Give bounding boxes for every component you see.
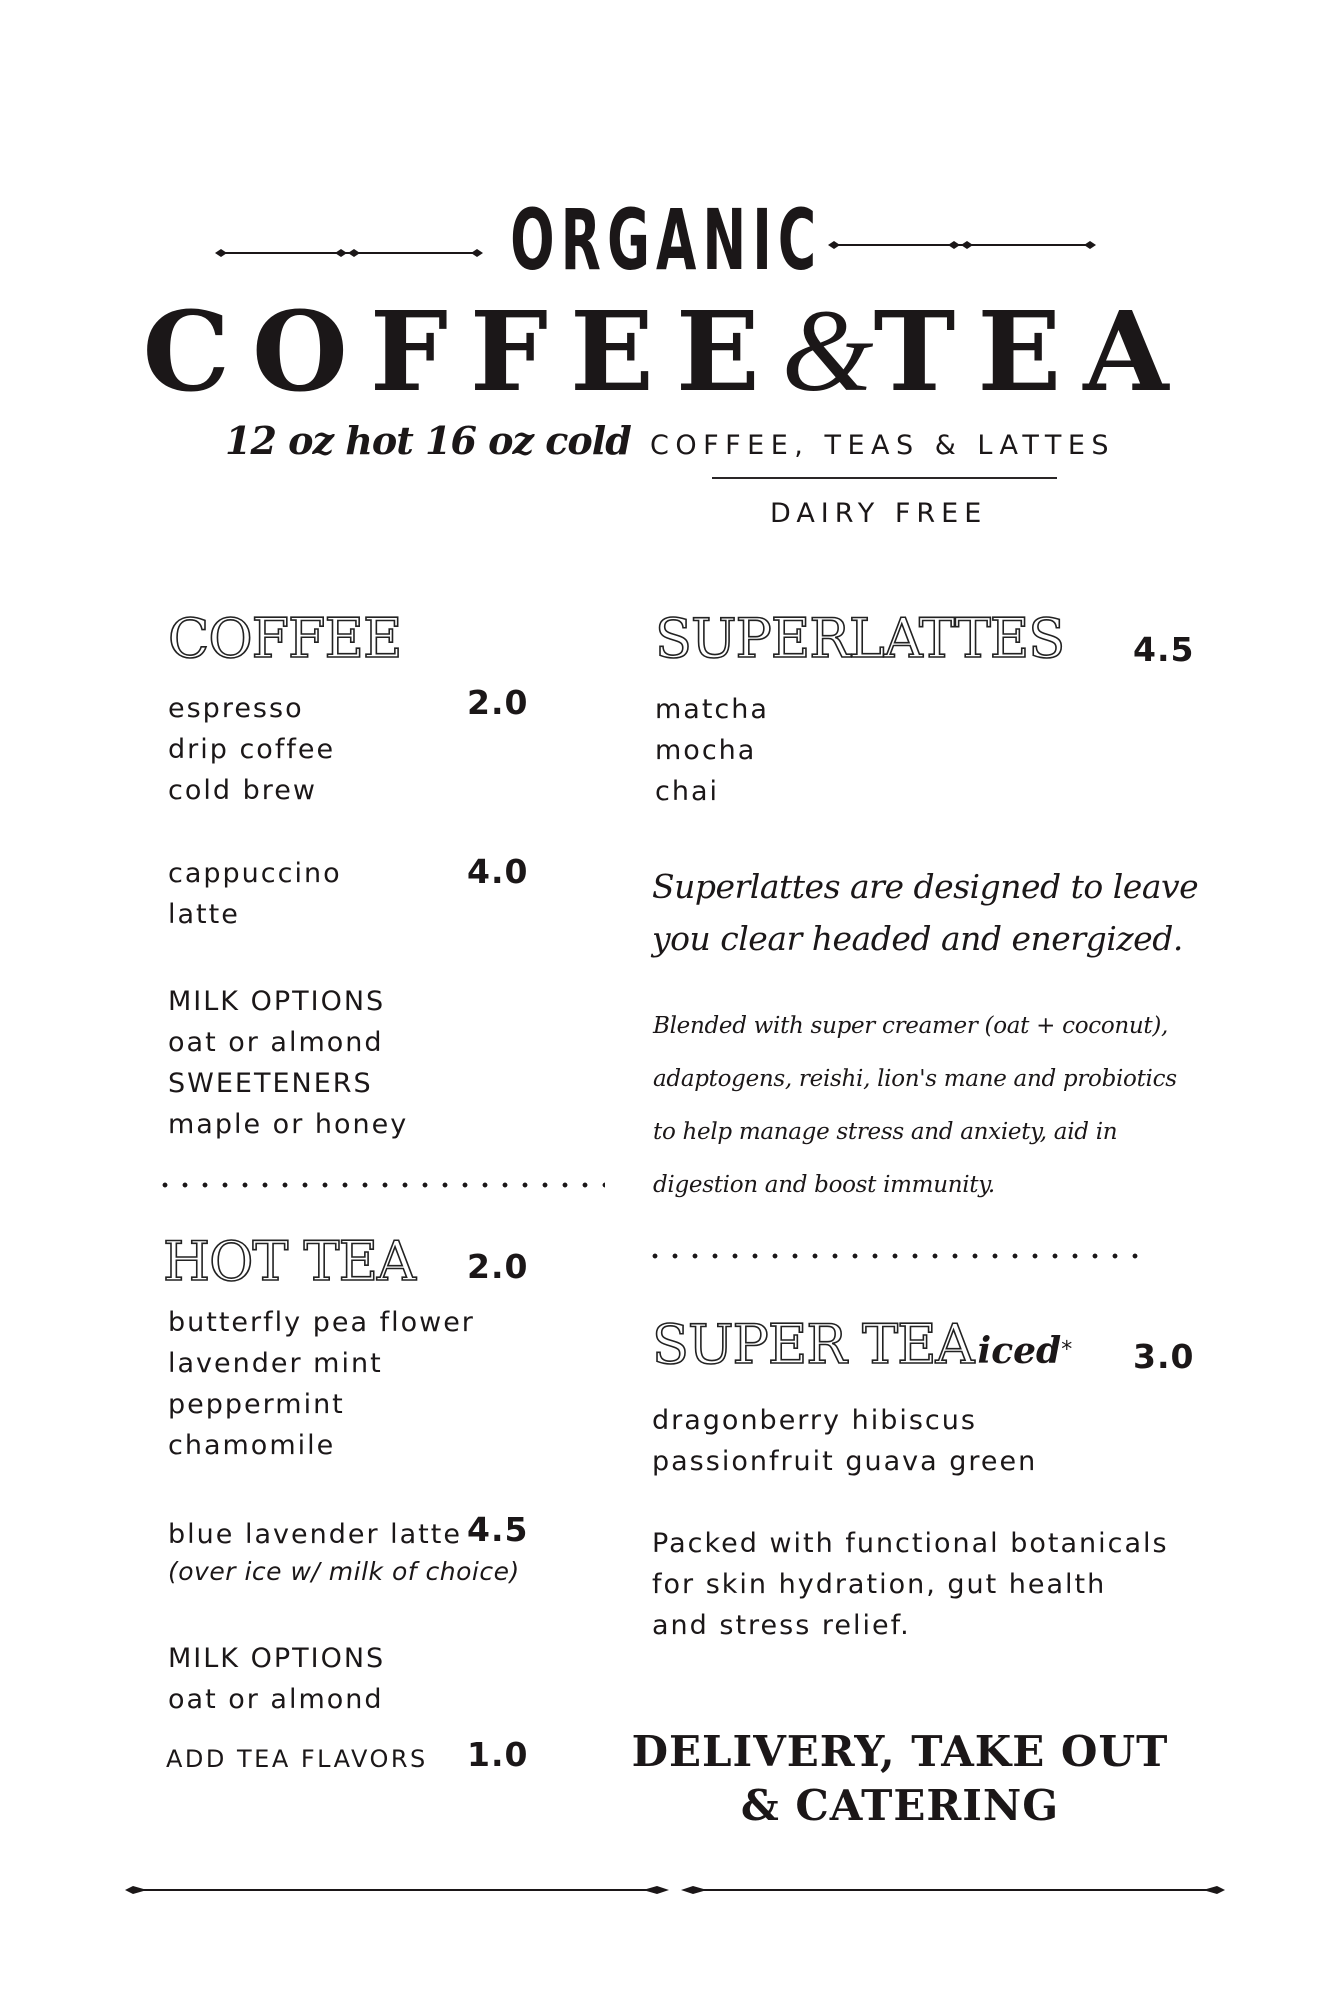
superlattes-description: Blended with super creamer (oat + coconut), adaptogens, reishi, lion's mane and probiotics to help manage stress and anxiety, aid in digestion and boost immunity. xyxy=(653,1013,1177,1198)
blue-lavender-latte-price: 4.5 xyxy=(467,1510,529,1549)
footer-ornament-line xyxy=(125,1882,1225,1898)
menu-item: chai xyxy=(655,776,720,807)
menu-item: espresso xyxy=(168,693,304,724)
options-label: SWEETENERS xyxy=(168,1068,373,1099)
options-label: MILK OPTIONS xyxy=(168,1643,386,1674)
menu-item: passionfruit guava green xyxy=(652,1446,1038,1477)
dairy-free-label: DAIRY FREE xyxy=(770,498,988,529)
hot-tea-list xyxy=(168,1302,475,1466)
latte-note: (over ice w/ milk of choice) xyxy=(168,1557,520,1586)
tagline-divider xyxy=(712,477,1057,479)
menu-item: mocha xyxy=(655,735,757,766)
options-label: MILK OPTIONS xyxy=(168,986,386,1017)
menu-item: drip coffee xyxy=(168,734,336,765)
header-ampersand: & xyxy=(781,285,874,416)
coffee-group2-price: 4.0 xyxy=(467,852,529,891)
coffee-heading: COFFEE xyxy=(168,607,402,670)
super-tea-heading-row xyxy=(652,1313,1073,1376)
superlattes-price: 4.5 xyxy=(1133,630,1195,669)
hot-tea-milk-options xyxy=(168,1638,385,1720)
superlattes-list xyxy=(655,689,769,812)
superlattes-tagline: Superlattes are designed to leave you clear headed and energized. xyxy=(652,867,1199,958)
coffee-group1-list xyxy=(168,688,335,811)
coffee-group2-list xyxy=(168,853,342,935)
hot-tea-price: 2.0 xyxy=(467,1247,529,1286)
coffee-options-list xyxy=(168,981,408,1145)
menu-item: matcha xyxy=(655,694,769,725)
menu-item: butterfly pea flower xyxy=(168,1307,475,1338)
header-tea: TEA xyxy=(873,287,1191,416)
superlattes-heading: SUPERLATTES xyxy=(655,607,1065,670)
header-coffee: COFFEE xyxy=(142,287,782,416)
blue-lavender-latte: blue lavender latte xyxy=(168,1519,462,1550)
menu-item: chamomile xyxy=(168,1430,336,1461)
cup-sizes: 12 oz hot 16 oz cold xyxy=(225,418,631,463)
menu-item: lavender mint xyxy=(168,1348,383,1379)
options-value: oat or almond xyxy=(168,1684,384,1715)
iced-asterisk: * xyxy=(1061,1337,1073,1363)
menu-item: peppermint xyxy=(168,1389,345,1420)
iced-label: iced xyxy=(977,1330,1062,1372)
menu-item: cappuccino xyxy=(168,858,342,889)
add-tea-flavors: ADD TEA FLAVORS xyxy=(166,1745,428,1773)
options-value: maple or honey xyxy=(168,1109,409,1140)
menu-item: latte xyxy=(168,899,240,930)
header-tagline: COFFEE, TEAS & LATTES xyxy=(650,430,1116,461)
add-tea-flavors-price: 1.0 xyxy=(467,1735,529,1774)
menu-item: cold brew xyxy=(168,775,317,806)
super-tea-list xyxy=(652,1400,1037,1482)
options-value: oat or almond xyxy=(168,1027,384,1058)
dotted-divider-left xyxy=(155,1182,605,1188)
super-tea-heading: SUPER TEA xyxy=(652,1313,974,1376)
hot-tea-heading: HOT TEA xyxy=(163,1230,415,1293)
menu-item: dragonberry hibiscus xyxy=(652,1405,977,1436)
header-title xyxy=(0,285,1333,416)
dotted-divider-right xyxy=(645,1253,1145,1259)
header-organic: ORGANIC xyxy=(510,191,823,289)
super-tea-description: Packed with functional botanicals for skin hydration, gut health and stress relief. xyxy=(652,1528,1169,1641)
super-tea-price: 3.0 xyxy=(1133,1337,1195,1376)
coffee-group1-price: 2.0 xyxy=(467,683,529,722)
delivery-banner: DELIVERY, TAKE OUT & CATERING xyxy=(631,1727,1169,1830)
